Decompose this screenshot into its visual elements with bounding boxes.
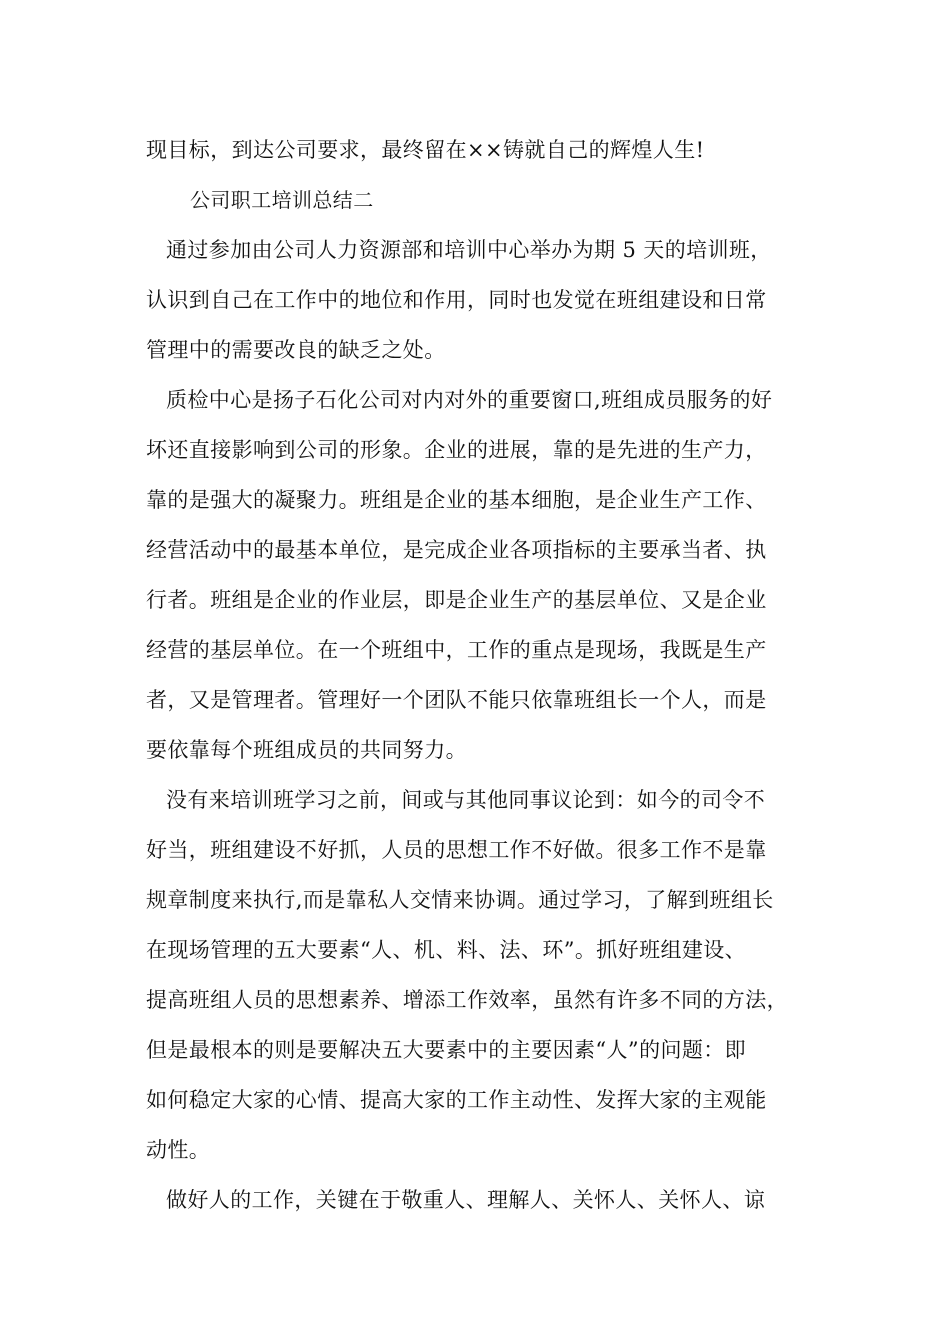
text-line: 现目标，到达公司要求，最终留在××铸就自己的辉煌人生! [146,138,705,162]
text-line: 好当，班组建设不好抓，人员的思想工作不好做。很多工作不是靠 [146,838,767,862]
text-line: 坏还直接影响到公司的形象。企业的进展，靠的是先进的生产力， [146,438,767,462]
text-line: 要依靠每个班组成员的共同努力。 [146,738,467,762]
text-line: 规章制度来执行,而是靠私人交情来协调。通过学习，了解到班组长 [146,888,774,912]
text-line: 在现场管理的五大要素“人、机、料、法、环”。抓好班组建设、 [146,938,747,962]
text-line: 没有来培训班学习之前，间或与其他同事议论到：如今的司令不 [166,788,766,812]
text-line: 质检中心是扬子石化公司对内对外的重要窗口,班组成员服务的好 [166,388,773,412]
text-line: 靠的是强大的凝聚力。班组是企业的基本细胞，是企业生产工作、 [146,488,767,512]
text-line: 行者。班组是企业的作业层，即是企业生产的基层单位、又是企业 [146,588,767,612]
section-heading: 公司职工培训总结二 [190,188,374,212]
text-line: 通过参加由公司人力资源部和培训中心举办为期 5 天的培训班， [166,238,772,262]
text-line: 提高班组人员的思想素养、增添工作效率，虽然有许多不同的方法， [146,988,788,1012]
text-line: 者，又是管理者。管理好一个团队不能只依靠班组长一个人，而是 [146,688,767,712]
text-line: 经营的基层单位。在一个班组中，工作的重点是现场，我既是生产 [146,638,767,662]
text-line: 但是最根本的则是要解决五大要素中的主要因素“人”的问题：即 [146,1038,747,1062]
text-line: 认识到自己在工作中的地位和作用，同时也发觉在班组建设和日常 [146,288,767,312]
text-line: 动性。 [146,1138,211,1162]
text-line: 做好人的工作，关键在于敬重人、理解人、关怀人、关怀人、谅 [166,1188,766,1212]
text-line: 经营活动中的最基本单位，是完成企业各项指标的主要承当者、执 [146,538,767,562]
text-line: 如何稳定大家的心情、提高大家的工作主动性、发挥大家的主观能 [146,1088,767,1112]
text-line: 管理中的需要改良的缺乏之处。 [146,338,446,362]
